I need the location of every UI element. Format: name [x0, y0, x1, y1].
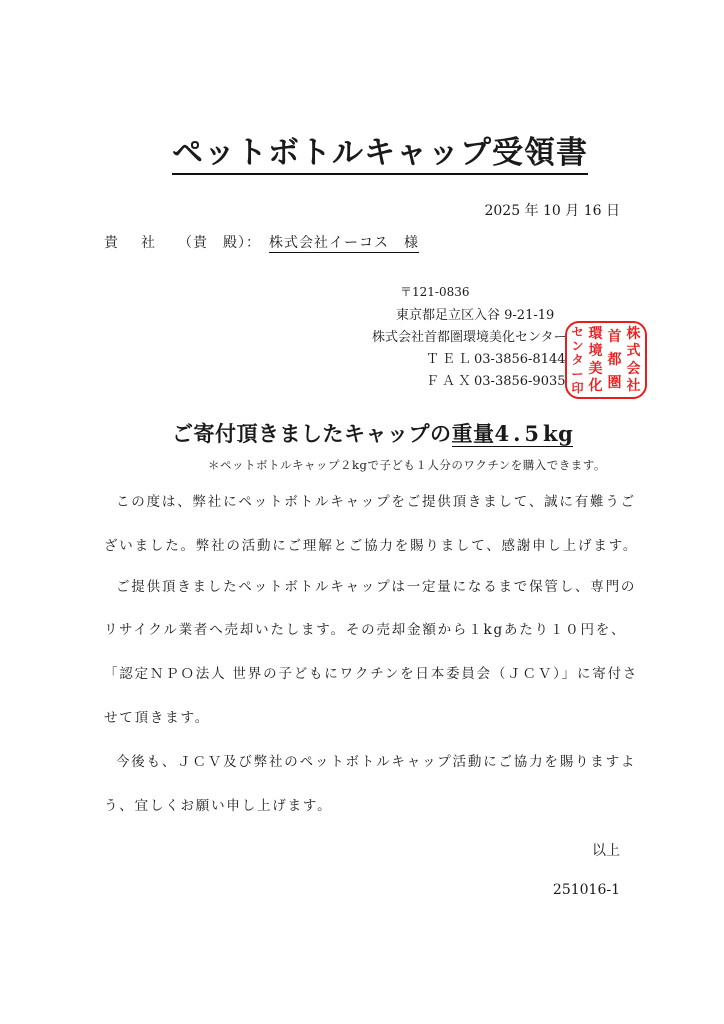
fax-label: ＦＡＸ: [426, 374, 475, 389]
body-line: この度は、弊社にペットボトルキャップをご提供頂きまして、誠に有難うご: [116, 494, 636, 510]
fax-number: 03-3856-9035: [474, 374, 566, 389]
seal-column-3: [588, 325, 602, 395]
body-line: ざいました。弊社の活動にご理解とご協力を賜りまして、感謝申し上げます。: [104, 538, 639, 554]
seal-char: 株: [626, 325, 641, 342]
seal-char: 美: [588, 360, 603, 377]
document-title: ペットボトルキャップ受領書: [172, 134, 588, 175]
sender-fax: [426, 370, 566, 389]
seal-char: 都: [607, 351, 622, 368]
seal-char: タ: [571, 352, 584, 367]
seal-char: ン: [571, 338, 584, 353]
seal-column-2: [607, 325, 621, 395]
seal-char: 環: [588, 325, 603, 342]
seal-char: セ: [571, 324, 584, 339]
sender-company: 株式会社首都圏環境美化センター: [372, 330, 567, 345]
recipient-label-1: 貴: [104, 235, 119, 251]
weight-label: 重量: [451, 421, 495, 446]
closing-mark: 以上: [592, 843, 620, 859]
seal-char: 圏: [607, 375, 622, 392]
seal-column-4: [571, 325, 583, 395]
weight-amount: [495, 421, 574, 447]
sender-address: 東京都足立区入谷 9-21-19: [396, 308, 555, 323]
body-line: 「認定ＮＰＯ法人 世界の子どもにワクチンを日本委員会（ＪＣＶ）」に寄付さ: [104, 666, 639, 682]
seal-char: 社: [626, 378, 641, 395]
recipient-name: 株式会社イーコス 様: [269, 235, 419, 251]
seal-char: 首: [607, 328, 622, 345]
vaccine-note: ＊ペットボトルキャップ２kgで子ども１人分のワクチンを購入できます。: [208, 458, 606, 472]
body-line: リサイクル業者へ売却いたします。その売却金額から１kgあたり１０円を、: [104, 622, 627, 638]
seal-column-1: [626, 325, 640, 395]
body-line: せて頂きます。: [104, 710, 211, 726]
seal-char: ー: [571, 366, 584, 381]
tel-label: ＴＥＬ: [426, 352, 475, 367]
weight-unit: kg: [543, 421, 574, 446]
weight-value: 4.5: [494, 421, 544, 446]
body-line: う、宜しくお願い申し上げます。: [104, 798, 333, 814]
donated-weight-heading: [172, 418, 573, 448]
company-seal-stamp: [565, 321, 647, 399]
recipient-line: [104, 232, 419, 252]
tel-number: 03-3856-8144: [474, 352, 566, 367]
sender-tel: [426, 348, 566, 367]
seal-char: 式: [626, 343, 641, 360]
recipient-label-alt: （貴 殿）：: [178, 235, 261, 251]
issue-date: 2025 年 10 月 16 日: [484, 203, 620, 219]
seal-char: 印: [571, 380, 584, 395]
seal-char: 境: [588, 343, 603, 360]
seal-char: 化: [588, 378, 603, 395]
document-number: 251016-1: [552, 882, 620, 898]
body-line: 今後も、ＪＣＶ及び弊社のペットボトルキャップ活動にご協力を賜りますよ: [116, 754, 637, 770]
body-line: ご提供頂きましたペットボトルキャップは一定量になるまで保管し、専門の: [116, 579, 637, 595]
seal-char: 会: [626, 360, 641, 377]
weight-prefix: ご寄付頂きましたキャップの: [172, 421, 452, 446]
recipient-label-2: 社: [141, 235, 156, 251]
sender-postal-code: 〒121-0836: [400, 285, 470, 299]
